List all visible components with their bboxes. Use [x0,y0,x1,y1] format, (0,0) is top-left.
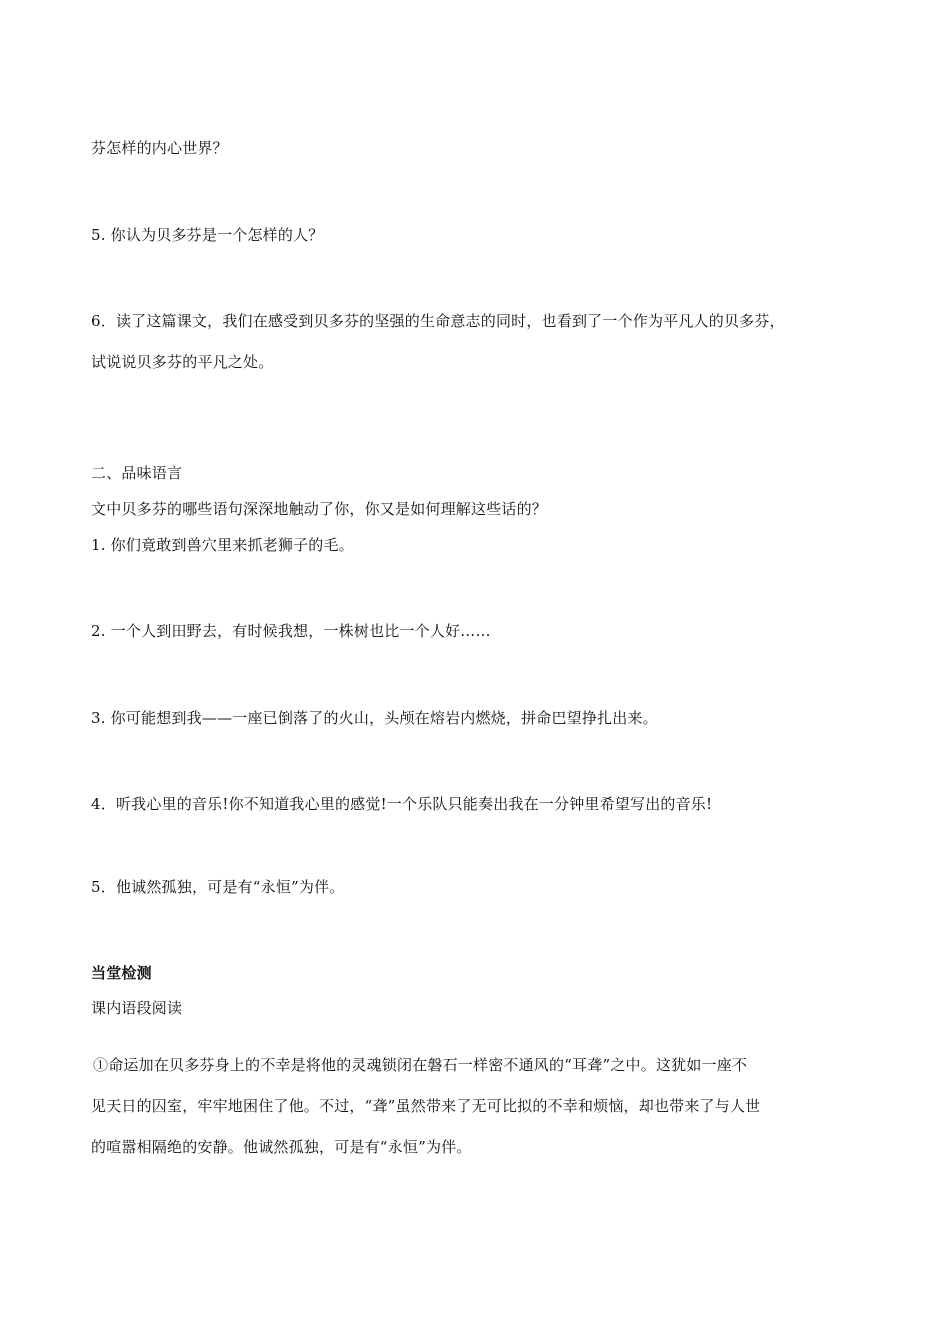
passage-line-3: 的喧嚣相隔绝的安静。他诚然孤独，可是有“永恒”为伴。 [91,1138,472,1156]
question-5: 5. 你认为贝多芬是一个怎样的人？ [91,226,324,244]
quote-item-1: 1. 你们竟敢到兽穴里来抓老狮子的毛。 [91,536,354,554]
quote-item-5: 5．他诚然孤独，可是有“永恒”为伴。 [91,878,345,896]
section-2-title: 二、品味语言 [91,464,183,482]
check-section-title: 当堂检测 [91,964,152,982]
question-4-tail: 芬怎样的内心世界？ [91,139,228,157]
quote-item-2: 2. 一个人到田野去，有时候我想，一株树也比一个人好…… [91,622,491,640]
question-6-line-2: 试说说贝多芬的平凡之处。 [91,353,274,371]
quote-item-3: 3. 你可能想到我——一座已倒落了的火山，头颅在熔岩内燃烧，拼命巴望挣扎出来。 [91,709,658,727]
passage-line-1: ①命运加在贝多芬身上的不幸是将他的灵魂锁闭在磐石一样密不通风的“耳聋”之中。这犹如一座不 [93,1056,748,1074]
question-6-line-1: 6．读了这篇课文，我们在感受到贝多芬的坚强的生命意志的同时，也看到了一个作为平凡人的贝多芬， [91,312,785,330]
section-2-prompt: 文中贝多芬的哪些语句深深地触动了你，你又是如何理解这些话的？ [91,500,548,518]
passage-line-2: 见天日的囚室，牢牢地困住了他。不过，“聋”虽然带来了无可比拟的不幸和烦恼，却也带来了与人世 [91,1097,761,1115]
quote-item-4: 4．听我心里的音乐!你不知道我心里的感觉!一个乐队只能奏出我在一分钟里希望写出的音乐! [91,795,713,813]
reading-section-title: 课内语段阅读 [91,999,183,1017]
